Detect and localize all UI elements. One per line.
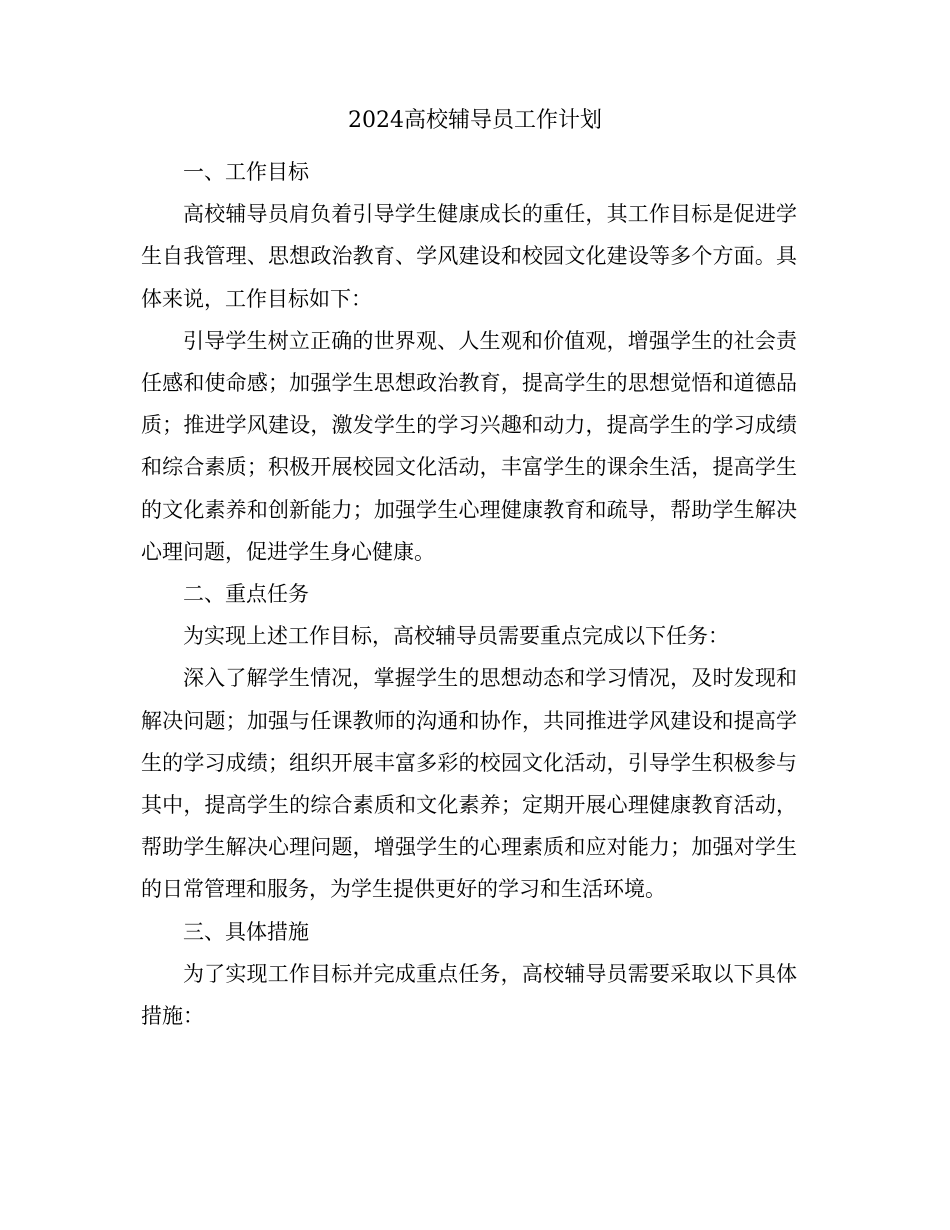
paragraph-measures-intro: 为了实现工作目标并完成重点任务，高校辅导员需要采取以下具体措施： [141, 961, 797, 1029]
section-heading-tasks: 二、重点任务 [183, 582, 309, 607]
section-heading-goals: 一、工作目标 [183, 160, 309, 184]
document-body [141, 151, 797, 1037]
paragraph-goals-intro: 高校辅导员肩负着引导学生健康成长的重任，其工作目标是促进学生自我管理、思想政治教育、学风建设和校园文化建设等多个方面。具体来说，工作目标如下： [141, 202, 797, 311]
document-title: 2024高校辅导员工作计划 [348, 108, 602, 133]
paragraph-tasks-detail: 深入了解学生情况，掌握学生的思想动态和学习情况，及时发现和解决问题；加强与任课教师的沟通和协作，共同推进学风建设和提高学生的学习成绩；组织开展丰富多彩的校园文化活动，引导学生积极参与其中，提高学生的综合素质和文化素养；定期开展心理健康教育活动，帮助学生解决心理问题，增强学生的心理素质和应对能力；加强对学生的日常管理和服务，为学生提供更好的学习和生活环境。 [141, 666, 797, 902]
section-heading-measures: 三、具体措施 [183, 919, 309, 944]
paragraph-tasks-intro: 为实现上述工作目标，高校辅导员需要重点完成以下任务： [183, 624, 729, 649]
paragraph-goals-detail: 引导学生树立正确的世界观、人生观和价值观，增强学生的社会责任感和使命感；加强学生思想政治教育，提高学生的思想觉悟和道德品质；推进学风建设，激发学生的学习兴趣和动力，提高学生的学习成绩和综合素质；积极开展校园文化活动，丰富学生的课余生活，提高学生的文化素养和创新能力；加强学生心理健康教育和疏导，帮助学生解决心理问题，促进学生身心健康。 [141, 328, 797, 564]
